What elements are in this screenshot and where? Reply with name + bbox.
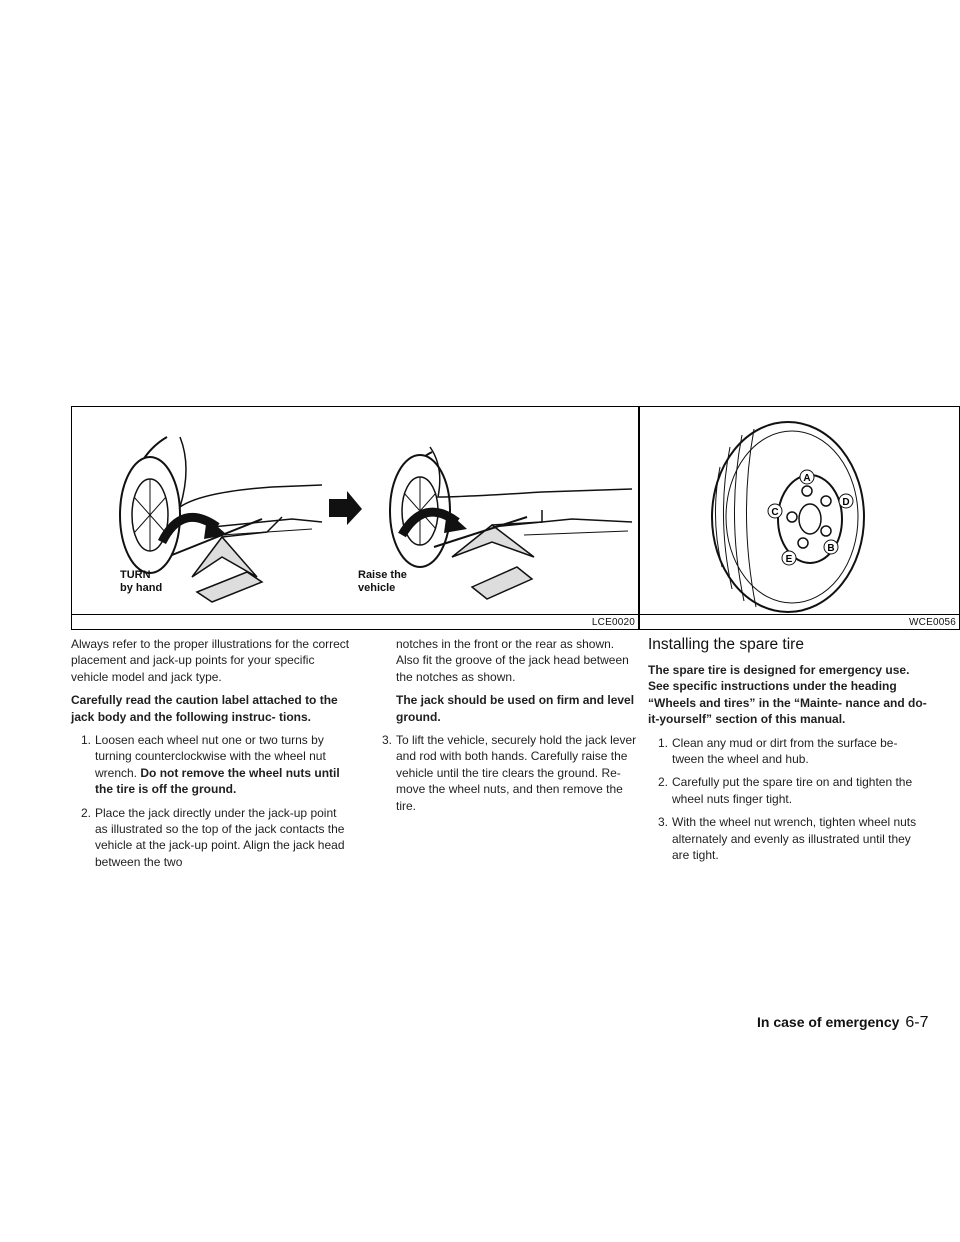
step-3 xyxy=(372,732,639,814)
step-2 xyxy=(71,805,351,871)
step-1 xyxy=(71,732,351,798)
turn-by-hand-label xyxy=(120,569,162,595)
caution-paragraph: Carefully read the caution label attached to the jack body and the following instruc- tions. xyxy=(71,693,338,724)
jacking-illustration-figure xyxy=(71,406,639,630)
install-step-1 xyxy=(648,735,930,768)
step-number: 1. xyxy=(81,733,92,748)
page-number: 6-7 xyxy=(905,1014,929,1031)
step-text: Place the jack directly under the jack-up point as illustrated so the top of the jack contacts the vehicle at the jack-up point. Align the jack head between the two xyxy=(95,805,345,869)
step-number: 3. xyxy=(382,733,393,748)
step-text: Loosen each wheel nut one or two turns by turning counterclockwise with the wheel nut wrench. xyxy=(95,733,326,780)
step-text: To lift the vehicle, securely hold the jack lever and rod with both hands. Carefully raise the vehicle until the tire clears the ground. Re- move the wheel nuts, and then remove the tire. xyxy=(396,733,637,813)
turn-label-line1: TURN xyxy=(120,569,151,581)
step-text: With the wheel nut wrench, tighten wheel nuts alternately and evenly as illustrated until they are tight. xyxy=(672,815,917,863)
figure-caption-rule xyxy=(72,614,638,615)
step-text: Carefully put the spare tire on and tighten the wheel nuts finger tight. xyxy=(672,775,913,806)
nut-label-a: A xyxy=(803,473,811,484)
intro-paragraph: Always refer to the proper illustrations for the correct placement and jack-up points for your specific vehicle model and jack type. xyxy=(71,637,350,684)
text-column-3 xyxy=(648,636,930,870)
turn-label-line2: by hand xyxy=(120,582,163,594)
text-column-1 xyxy=(71,636,351,877)
step-warning: Do not remove the wheel nuts until the tire is off the ground. xyxy=(95,765,340,797)
figure-code-right: WCE0056 xyxy=(909,617,956,628)
step-warning: The jack should be used on firm and level ground. xyxy=(396,693,635,724)
step-2-continued xyxy=(372,636,639,725)
nut-label-c: C xyxy=(771,507,779,518)
install-step-3 xyxy=(648,814,930,863)
step-number: 3. xyxy=(658,815,669,830)
section-name: In case of emergency xyxy=(757,1014,900,1030)
spare-tire-illustration xyxy=(640,407,960,630)
section-heading: Installing the spare tire xyxy=(648,636,804,653)
spare-tire-intro: The spare tire is designed for emergency use. See specific instructions under the heading “Wheels and tires” in the “Mainte- nance and do-it-yourself” section of this manual. xyxy=(648,663,927,727)
step-number: 1. xyxy=(658,735,669,750)
figure-code-left: LCE0020 xyxy=(591,617,635,628)
step-number: 2. xyxy=(81,805,92,820)
nut-label-e: E xyxy=(785,554,793,565)
step-text: notches in the front or the rear as shown. Also fit the groove of the jack head between the notches as shown. xyxy=(396,637,629,684)
nut-label-b: B xyxy=(827,543,835,554)
install-step-2 xyxy=(648,774,930,807)
raise-vehicle-label xyxy=(358,569,407,595)
text-column-2 xyxy=(372,636,639,821)
nut-label-d: D xyxy=(842,497,850,508)
spare-tire-figure xyxy=(639,406,960,630)
raise-label-line1: Raise the xyxy=(358,569,407,581)
page-footer xyxy=(757,1014,929,1032)
step-number: 2. xyxy=(658,775,669,790)
raise-label-line2: vehicle xyxy=(358,582,396,594)
jacking-illustration xyxy=(72,407,639,630)
step-text: Clean any mud or dirt from the surface be- tween the wheel and hub. xyxy=(672,735,898,767)
figure-caption-rule xyxy=(640,614,959,615)
